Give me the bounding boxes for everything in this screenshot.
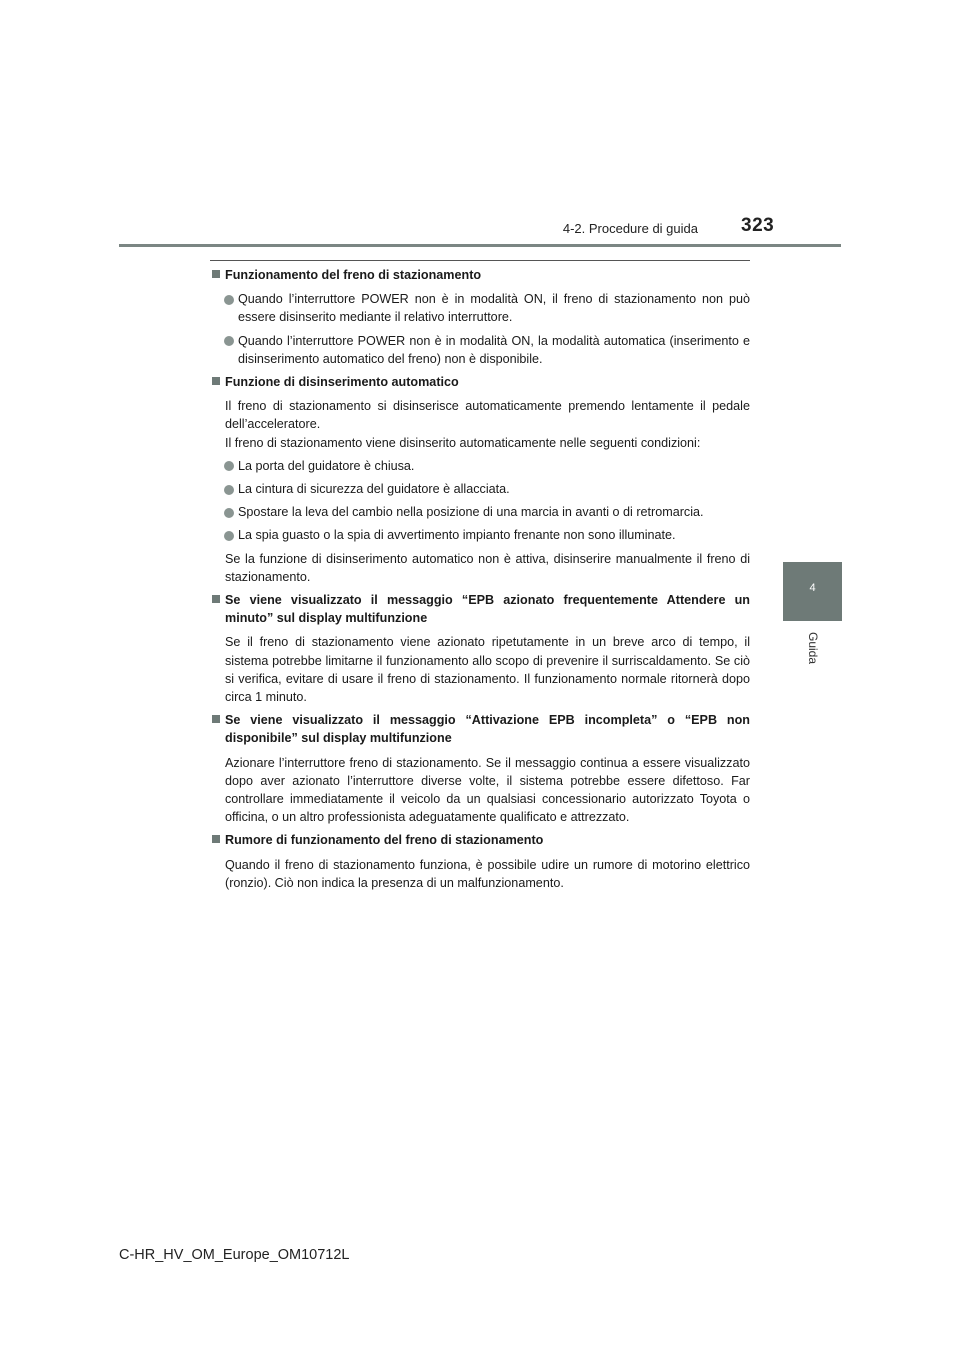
paragraph: Il freno di stazionamento viene disinserito automaticamente nelle seguenti condizioni:: [225, 435, 701, 450]
section-heading: [210, 373, 750, 391]
section-heading: [210, 711, 750, 747]
list-item-text: La spia guasto o la spia di avvertimento impianto frenante non sono illuminate.: [238, 528, 676, 543]
chapter-title: Guida: [806, 632, 820, 665]
list-item: [210, 332, 750, 368]
page-header: [0, 0, 960, 250]
circle-bullet-icon: [224, 336, 234, 346]
list-item: [210, 480, 750, 498]
list-item: [210, 457, 750, 475]
list-item-text: La porta del guidatore è chiusa.: [238, 458, 415, 473]
square-bullet-icon: [212, 835, 220, 843]
section-heading-text: Se viene visualizzato il messaggio “EPB azionato frequentemente Attendere un minuto” sul display multifunzione: [225, 593, 750, 626]
square-bullet-icon: [212, 595, 220, 603]
list-item: [210, 503, 750, 521]
chapter-number: 4: [809, 582, 816, 594]
list-item: [210, 526, 750, 544]
paragraph: Quando il freno di stazionamento funziona, è possibile udire un rumore di motorino elettrico (ronzio). Ciò non indica la presenza di un malfunzionamento.: [225, 857, 750, 890]
list-item-text: La cintura di sicurezza del guidatore è allacciata.: [238, 482, 510, 497]
section-heading: [210, 831, 750, 849]
paragraph: Se la funzione di disinserimento automatico non è attiva, disinserire manualmente il freno di stazionamento.: [225, 551, 750, 584]
section-heading-text: Funzione di disinserimento automatico: [225, 375, 459, 390]
content-divider: [210, 260, 750, 261]
list-item: [210, 290, 750, 326]
circle-bullet-icon: [224, 485, 234, 495]
square-bullet-icon: [212, 377, 220, 385]
section-label: 4-2. Procedure di guida: [562, 221, 698, 236]
paragraph: Il freno di stazionamento si disinserisce automaticamente premendo lentamente il pedale dell’acceleratore.: [225, 399, 750, 432]
list-item-text: Quando l’interruttore POWER non è in modalità ON, il freno di stazionamento non può essere disinserito mediante il relativo interruttore.: [238, 292, 750, 325]
square-bullet-icon: [212, 270, 220, 278]
section-heading: [210, 266, 750, 284]
main-content: [210, 266, 750, 897]
paragraph: Azionare l’interruttore freno di stazionamento. Se il messaggio continua a essere visualizzato dopo aver azionato l’interruttore diverse volte, il sistema potrebbe essere difettoso. Far controllare immediatamente il veicolo da un qualsiasi concessionario autorizzato Toyota o officina, o un altro professionista adeguatamente qualificato e attrezzato.: [225, 755, 750, 825]
circle-bullet-icon: [224, 461, 234, 471]
section-heading-text: Funzionamento del freno di stazionamento: [225, 268, 482, 282]
document-code: C-HR_HV_OM_Europe_OM10712L: [119, 1247, 350, 1263]
section-heading-text: Se viene visualizzato il messaggio “Attivazione EPB incompleta” o “EPB non disponibile” sul display multifunzione: [225, 713, 750, 746]
circle-bullet-icon: [224, 531, 234, 541]
chapter-tab: [783, 562, 842, 621]
section-heading-text: Rumore di funzionamento del freno di stazionamento: [225, 833, 544, 848]
page-number: 323: [741, 215, 775, 236]
section-heading: [210, 591, 750, 627]
circle-bullet-icon: [224, 508, 234, 518]
circle-bullet-icon: [224, 295, 234, 305]
list-item-text: Spostare la leva del cambio nella posizione di una marcia in avanti o di retromarcia.: [238, 505, 704, 520]
list-item-text: Quando l’interruttore POWER non è in modalità ON, la modalità automatica (inserimento e disinserimento automatico del freno) non è disponibile.: [238, 333, 750, 366]
paragraph: Se il freno di stazionamento viene azionato ripetutamente in un breve arco di tempo, il sistema potrebbe limitarne il funzionamento allo scopo di prevenire il surriscaldamento. Se ciò si verifica, evitare di usare il freno di stazionamento. Il funzionamento normale ritornerà dopo circa 1 minuto.: [225, 635, 750, 705]
header-divider: [119, 244, 841, 247]
square-bullet-icon: [212, 715, 220, 723]
